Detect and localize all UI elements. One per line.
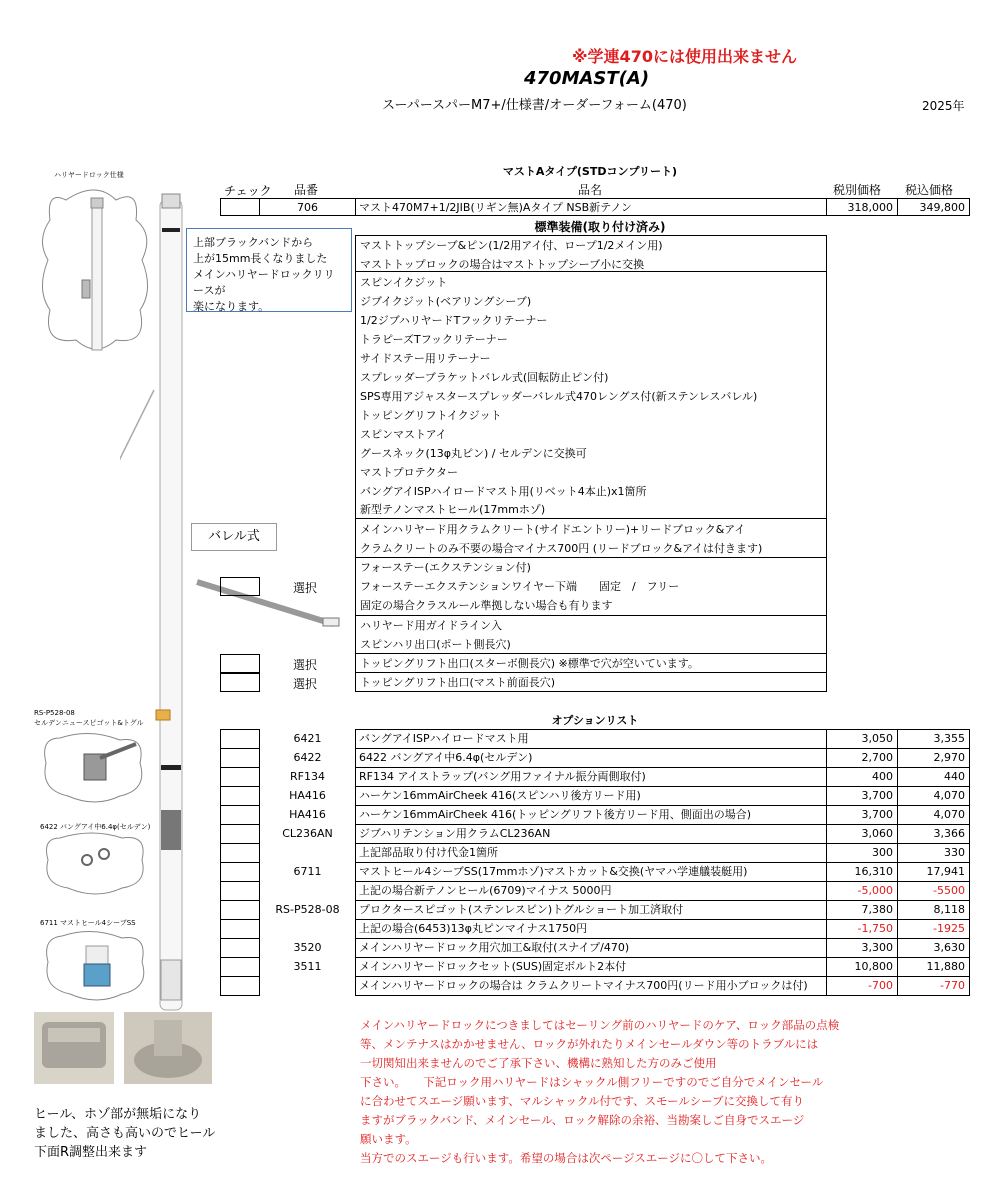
option-price-in: 4,070 [897,805,970,825]
warning-line: 当方でのスエージも行います。希望の場合は次ページスエージに〇して下さい。 [360,1151,773,1165]
bang-eye-illustration [42,828,150,898]
heel-note [34,1105,215,1162]
option-name: 上記の場合(6453)13φ丸ピンマイナス1750円 [355,919,827,939]
heel-illustration [42,926,152,1006]
black-band-note [186,228,352,312]
option-price-in: 440 [897,767,970,787]
std-line: トッピングリフト出口(マスト前面長穴) [360,676,556,689]
option-price-in: 11,880 [897,957,970,977]
std-line: メインハリヤード用クラムクリート(サイドエントリー)+リードブロック&アイ [360,523,746,536]
col-price-in: 税込価格 [905,183,954,197]
option-check[interactable] [220,805,260,825]
std-line: 1/2ジブハリヤードTフックリテーナー [360,314,548,327]
topping-starboard-select-box[interactable] [220,654,260,673]
std-line: 新型テノンマストヒール(17mmホゾ) [360,503,546,516]
std-line: スピンマストアイ [360,428,447,441]
std-line: ハリヤード用ガイドライン入 [360,619,503,632]
option-name: メインハリヤードロックセット(SUS)固定ボルト2本付 [355,957,827,977]
std-line: バングアイISPハイロードマスト用(リベット4本止)x1箇所 [360,485,647,498]
heel-photo-2 [124,1012,212,1084]
option-check[interactable] [220,881,260,901]
option-part-no [259,919,356,939]
std-line: スピンハリ出口(ポート側長穴) [360,638,511,651]
warning-line: に合わせてスエージ願います、マルシャックル付です、スモールシーブに交換して有り [360,1094,805,1108]
option-check[interactable] [220,938,260,958]
halyard-lock-caption: ハリヤードロック仕様 [54,171,124,179]
main-item-part-no: 706 [259,198,356,216]
col-name: 品名 [578,183,603,197]
option-name: メインハリヤードロック用穴加工&取付(スナイプ/470) [355,938,827,958]
document-title: 470MAST(A) [524,68,650,89]
option-part-no: 3520 [293,941,322,954]
std-line: グースネック(13φ丸ピン) / セルデンに交換可 [360,447,587,460]
option-check[interactable] [220,957,260,977]
option-price-in: 8,118 [897,900,970,920]
option-check[interactable] [220,786,260,806]
option-check[interactable] [220,729,260,749]
heel-photo-1 [34,1012,114,1084]
option-name: マストヒール4シーブSS(17mmホゾ)マストカット&交換(ヤマハ学連艤装艇用) [355,862,827,882]
note-line: 上が15mm長くなりました [193,252,328,265]
option-price-ex: 400 [826,767,898,787]
option-price-in: 3,366 [897,824,970,844]
option-part-no: RS-P528-08 [275,903,340,916]
document-subtitle: スーパースパーM7+/仕様書/オーダーフォーム(470) [382,98,687,113]
option-price-ex: 2,700 [826,748,898,768]
option-price-in: 3,355 [897,729,970,749]
option-part-no: 6421 [293,732,322,745]
main-item-name: マスト470M7+1/2JIB(リギン無)Aタイプ NSB新テノン [355,198,827,216]
spigot-illustration [40,728,150,808]
col-check: チェック [224,184,272,198]
topping-front-select-box[interactable] [220,673,260,692]
warning-text: ※学連470には使用出来ません [572,47,797,66]
standard-title: 標準装備(取り付け済み) [534,220,666,234]
std-line: SPS専用アジャスタースプレッダーバレル式470レングス付(新ステンレスバレル) [360,390,758,403]
option-price-ex: 3,300 [826,938,898,958]
main-item-price-ex: 318,000 [826,198,898,216]
option-part-no: 6711 [293,865,322,878]
forestay-extension-illustration [193,574,353,634]
forestay-select-box[interactable] [220,577,260,596]
option-price-ex: 300 [826,843,898,863]
option-name: 上記部品取り付け代金1箇所 [355,843,827,863]
heel-note-line: 下面R調整出来ます [34,1145,148,1160]
year-label: 2025年 [922,99,965,113]
option-price-in: -1925 [897,919,970,939]
option-check[interactable] [220,767,260,787]
option-price-in: 17,941 [897,862,970,882]
option-name: 6422 バングアイ中6.4φ(セルデン) [355,748,827,768]
warning-line: 願います。 [360,1132,417,1146]
note-line: 楽になります。 [193,300,270,313]
option-name: プロクタースピゴット(ステンレスピン)トグルショート加工済取付 [355,900,827,920]
option-part-no: CL236AN [282,827,333,840]
option-name: RF134 アイストラップ(バング用ファイナル振分両側取付) [355,767,827,787]
option-part-no [259,881,356,901]
std-line: サイドステー用リテーナー [360,352,491,365]
option-price-in: 3,630 [897,938,970,958]
option-check[interactable] [220,919,260,939]
option-name: ジブハリテンション用クラムCL236AN [355,824,827,844]
std-line: 固定の場合クラスルール準拠しない場合も有ります [360,599,613,612]
option-part-no: HA416 [289,808,326,821]
option-price-ex: -1,750 [826,919,898,939]
option-name: ハーケン16mmAirCheek 416(トッピングリフト後方リード用、側面出の場合) [355,805,827,825]
option-part-no: RF134 [290,770,325,783]
std-line: ジブイクジット(ベアリングシーブ) [360,295,532,308]
option-part-no [259,976,356,996]
note-line: メインハリヤードロックリリースが [193,268,335,297]
option-check[interactable] [220,748,260,768]
option-name: バングアイISPハイロードマスト用 [355,729,827,749]
option-price-ex: 3,060 [826,824,898,844]
option-price-ex: 10,800 [826,957,898,977]
option-price-in: -770 [897,976,970,996]
option-price-ex: 16,310 [826,862,898,882]
option-price-in: 330 [897,843,970,863]
main-item-price-in: 349,800 [897,198,970,216]
option-check[interactable] [220,824,260,844]
option-name: ハーケン16mmAirCheek 416(スピンハリ後方リード用) [355,786,827,806]
option-check[interactable] [220,843,260,863]
option-check[interactable] [220,976,260,996]
section-title: マストAタイプ(STDコンプリート) [502,165,678,178]
heel-note-line: ました、高さも高いのでヒール [34,1126,216,1141]
option-price-ex: 3,700 [826,805,898,825]
option-price-ex: 3,050 [826,729,898,749]
option-part-no: 6422 [293,751,322,764]
rs-p528-desc: セルデンニュースピゴット&トグル [34,719,144,727]
option-name: 上記の場合新テノンヒール(6709)マイナス 5000円 [355,881,827,901]
option-part-no: 3511 [293,960,322,973]
option-price-ex: 3,700 [826,786,898,806]
std-line: マストトップシーブ&ピン(1/2用アイ付、ロープ1/2メイン用) [360,239,663,252]
option-check[interactable] [220,862,260,882]
barrel-label: バレル式 [191,523,277,551]
select-label: 選択 [293,677,318,691]
col-part-no: 品番 [294,183,319,197]
option-price-ex: 7,380 [826,900,898,920]
rs-p528-caption: RS-P528-08 [34,709,75,717]
warning-line: ますがブラックバンド、メインセール、ロック解除の余裕、当勘案しご自身でスエージ [360,1113,805,1127]
option-price-in: -5500 [897,881,970,901]
std-line: スプレッダーブラケットバレル式(回転防止ピン付) [360,371,609,384]
option-part-no [259,843,356,863]
warning-line: メインハリヤードロックにつきましてはセーリング前のハリヤードのケア、ロック部品の点検 [360,1018,840,1032]
lock-warning [360,1016,840,1168]
option-check[interactable] [220,900,260,920]
heel-note-line: ヒール、ホゾ部が無垢になり [34,1107,202,1122]
bang-eye-caption: 6422 バングアイ中6.4φ(セルデン) [40,823,151,831]
warning-line: 等、メンテナスはかかせません、ロックが外れたりメインセールダウン等のトラブルには [360,1037,819,1051]
heel-caption: 6711 マストヒール4シーブSS [40,919,136,927]
options-title: オプションリスト [551,714,639,727]
std-line: フォーステー(エクステンション付) [360,561,531,574]
note-line: 上部ブラックバンドから [193,236,314,249]
std-line: スピンイクジット [360,276,448,289]
std-line: クラムクリートのみ不要の場合マイナス700円 (リードブロック&アイは付きます) [360,542,763,555]
warning-line: 一切関知出来ませんのでご了承下さい、機構に熟知した方のみご使用 [360,1056,717,1070]
option-price-ex: -5,000 [826,881,898,901]
main-item-check[interactable] [220,198,260,216]
col-price-ex: 税別価格 [833,183,882,197]
select-label: 選択 [293,658,318,672]
option-name: メインハリヤードロックの場合は クラムクリートマイナス700円(リード用小ブロックは付) [355,976,827,996]
std-line: マストトップロックの場合はマストトップシーブ小に交換 [360,258,645,271]
option-price-ex: -700 [826,976,898,996]
option-price-in: 2,970 [897,748,970,768]
std-line: マストプロテクター [360,466,459,479]
std-line: トラピーズTフックリテーナー [360,333,508,346]
std-line: フォーステーエクステンションワイヤー下端 固定 / フリー [360,580,680,593]
std-line: トッピングリフトイクジット [360,409,502,422]
select-label: 選択 [293,581,318,595]
option-price-in: 4,070 [897,786,970,806]
warning-line: 下さい。 下記ロック用ハリヤードはシャックル側フリーですのでご自分でメインセール [360,1075,824,1089]
option-part-no: HA416 [289,789,326,802]
std-line: トッピングリフト出口(スターボ側長穴) ※標準で穴が空いています。 [360,657,699,670]
